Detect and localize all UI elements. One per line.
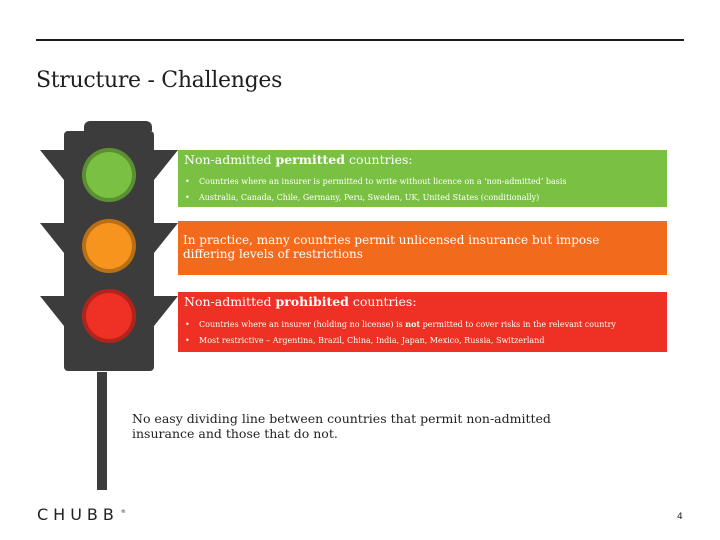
practice-text: In practice, many countries permit unlicensed insurance but impose differing levels of restrictions bbox=[183, 233, 600, 261]
top-rule bbox=[36, 39, 684, 41]
traffic-light-pole bbox=[97, 372, 107, 490]
logo-wordmark: CHUBB bbox=[37, 505, 119, 524]
permitted-bullet: • Australia, Canada, Chile, Germany, Peru, Sweden, UK, United States (conditionally) bbox=[185, 193, 540, 202]
prohibited-heading: Non-admitted prohibited countries: bbox=[184, 294, 417, 309]
prohibited-band bbox=[178, 292, 667, 352]
prohibited-bullet: • Countries where an insurer (holding no license) is not permitted to cover risks in the relevant country bbox=[185, 319, 616, 329]
permitted-band bbox=[178, 150, 667, 207]
green-lamp-icon bbox=[82, 148, 136, 202]
visor-right bbox=[154, 150, 178, 180]
chubb-logo bbox=[37, 505, 126, 524]
page-number: 4 bbox=[677, 512, 683, 522]
slide-title: Structure - Challenges bbox=[36, 68, 283, 93]
permitted-bullet: • Countries where an insurer is permitted to write without licence on a ‘non-admitted’ basis bbox=[185, 177, 567, 186]
orange-lamp-icon bbox=[82, 219, 136, 273]
practice-band bbox=[178, 221, 667, 275]
registered-mark: ® bbox=[120, 508, 126, 515]
visor-left bbox=[40, 150, 64, 180]
footnote-text: No easy dividing line between countries that permit non-admitted insurance and those that do not. bbox=[132, 411, 551, 441]
traffic-light-cap bbox=[84, 121, 152, 131]
visor-left bbox=[40, 296, 64, 326]
visor-left bbox=[40, 223, 64, 253]
prohibited-bullet: • Most restrictive – Argentina, Brazil, China, India, Japan, Mexico, Russia, Switzerland bbox=[185, 336, 545, 345]
visor-right bbox=[154, 296, 178, 326]
visor-right bbox=[154, 223, 178, 253]
permitted-heading: Non-admitted permitted countries: bbox=[184, 152, 413, 167]
red-lamp-icon bbox=[82, 289, 136, 343]
